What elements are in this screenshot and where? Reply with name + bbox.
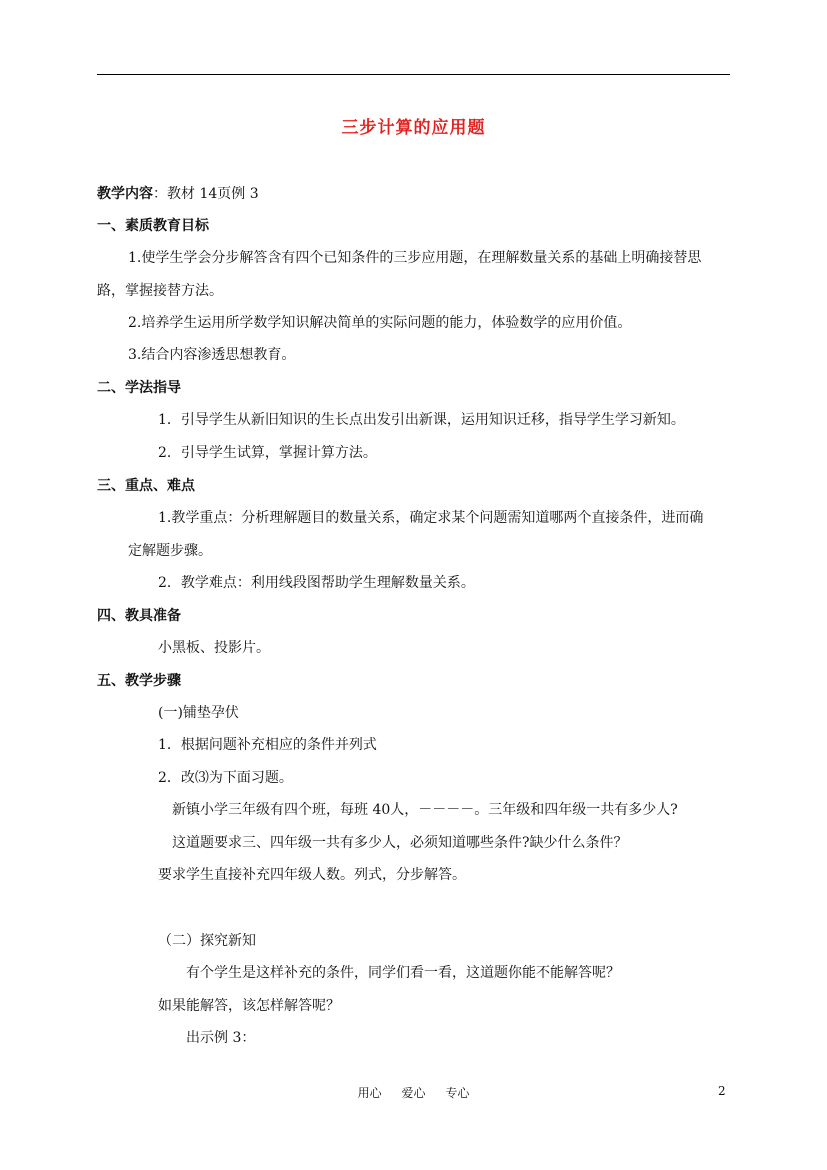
paragraph-line: 如果能解答，该怎样解答呢？ <box>158 998 340 1014</box>
paragraph-line: 2．改⑶为下面习题。 <box>158 770 293 786</box>
footer-text: 专心 <box>445 1086 470 1100</box>
page-number: 2 <box>718 1084 726 1098</box>
section-heading-5: 五、教学步骤 <box>97 673 181 689</box>
section-heading-2: 二、学法指导 <box>97 380 181 396</box>
paragraph-line: 2．引导学生试算，掌握计算方法。 <box>158 445 377 461</box>
paragraph-line: 2．教学难点：利用线段图帮助学生理解数量关系。 <box>158 575 475 591</box>
subsection-heading: （二）探究新知 <box>158 933 256 949</box>
paragraph-line: 有个学生是这样补充的条件，同学们看一看，这道题你能不能解答呢？ <box>186 965 620 981</box>
paragraph-line: 3.结合内容渗透思想教育。 <box>128 347 296 363</box>
paragraph-line: 这道题要求三、四年级一共有多少人，必须知道哪些条件?缺少什么条件？ <box>172 835 628 851</box>
paragraph-line: 1.使学生学会分步解答含有四个已知条件的三步应用题，在理解数量关系的基础上明确接替思 <box>128 250 702 266</box>
section-heading-4: 四、教具准备 <box>97 608 181 624</box>
paragraph-line: 1．引导学生从新旧知识的生长点出发引出新课，运用知识迁移，指导学生学习新知。 <box>158 412 685 428</box>
paragraph-line: 路，掌握接替方法。 <box>97 283 223 299</box>
section-heading-3: 三、重点、难点 <box>97 478 195 494</box>
teaching-content-text: ：教材 14页例 3 <box>153 186 259 202</box>
footer-text: 用心 <box>357 1086 382 1100</box>
header-rule <box>97 74 730 75</box>
paragraph-line: 新镇小学三年级有四个班，每班 40人，－－－－。三年级和四年级一共有多少人? <box>172 802 678 818</box>
section-heading-1: 一、素质教育目标 <box>97 218 209 234</box>
paragraph-line: 出示例 3： <box>186 1030 256 1046</box>
paragraph-line: 小黑板、投影片。 <box>158 640 270 656</box>
paragraph-line: 2.培养学生运用所学数学知识解决简单的实际问题的能力，体验数学的应用价值。 <box>128 315 632 331</box>
paragraph-line: 要求学生直接补充四年级人数。列式，分步解答。 <box>158 867 466 883</box>
paragraph-line: 定解题步骤。 <box>128 543 212 559</box>
page-footer <box>0 1084 827 1101</box>
document-title: 三步计算的应用题 <box>341 118 486 138</box>
teaching-content-label: 教学内容 <box>97 186 153 202</box>
subsection-heading: (一)铺垫孕伏 <box>158 705 239 721</box>
teaching-content-line <box>97 184 259 204</box>
footer-text: 爱心 <box>401 1086 426 1100</box>
paragraph-line: 1.教学重点：分析理解题目的数量关系，确定求某个问题需知道哪两个直接条件，进而确 <box>158 510 704 526</box>
paragraph-line: 1．根据问题补充相应的条件并列式 <box>158 737 377 753</box>
